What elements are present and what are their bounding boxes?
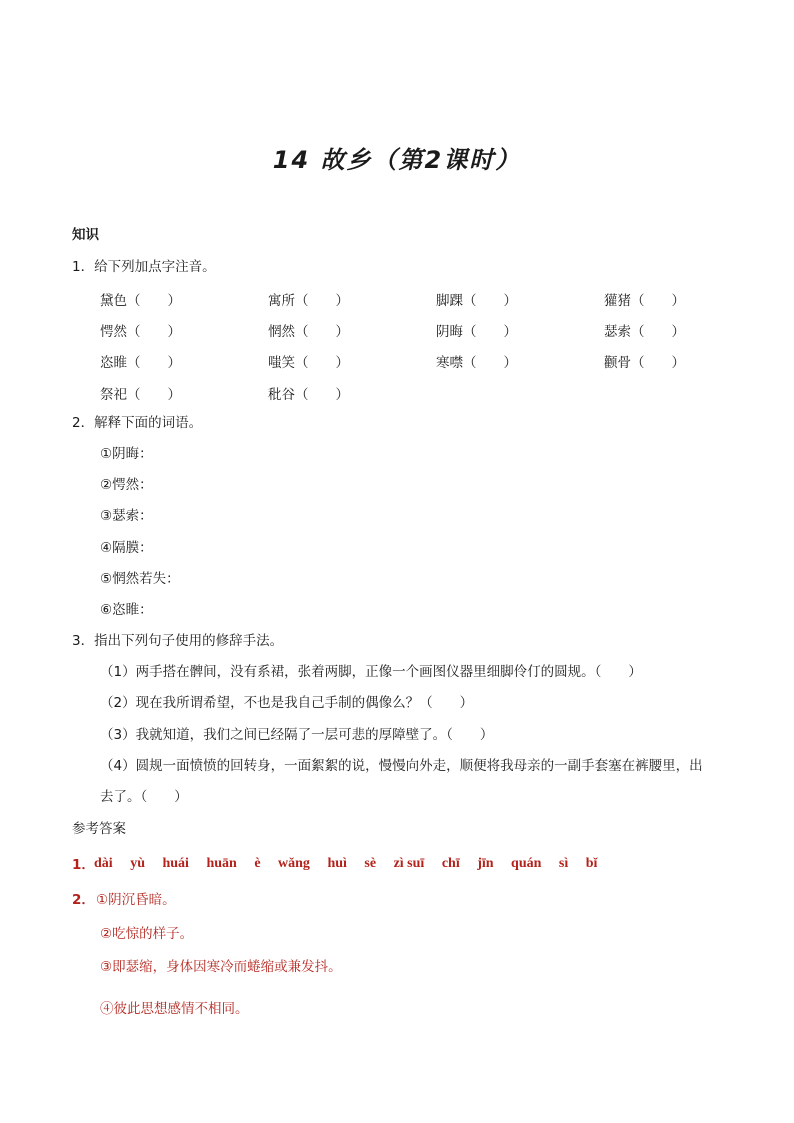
q1-item: 阴晦（ ）: [436, 324, 517, 340]
q1-item: 寒噤（ ）: [436, 355, 517, 371]
pinyin-item: yù: [130, 856, 145, 871]
q2-item: ③瑟索：: [100, 508, 153, 524]
q1-item: 愕然（ ）: [100, 324, 181, 340]
pinyin-item: bǐ: [585, 856, 598, 871]
q1-item: 祭祀（ ）: [100, 387, 181, 403]
q3-item: （4）圆规一面愤愤的回转身，一面絮絮的说，慢慢向外走，顺便将我母亲的一副手套塞在裤腰里，出: [100, 758, 703, 774]
q2-item: ②愕然：: [100, 477, 153, 493]
q2-heading: 2．解释下面的词语。: [72, 415, 203, 431]
q1-item: 秕谷（ ）: [268, 387, 349, 403]
q1-item: 瑟索（ ）: [604, 324, 685, 340]
q3-item: （3）我就知道，我们之间已经隔了一层可悲的厚障壁了。（ ）: [100, 727, 494, 743]
pinyin-item: dài: [94, 856, 113, 871]
answer-2-item: ④彼此思想感情不相同。: [100, 1001, 249, 1017]
q3-item-continued: 去了。（ ）: [100, 789, 188, 805]
q1-item: 恣睢（ ）: [100, 355, 181, 371]
q1-item: 黛色（ ）: [100, 293, 181, 309]
q1-item: 惘然（ ）: [268, 324, 349, 340]
page-title: 14 故乡（第2课时）: [272, 146, 522, 174]
answer-1-label: 1．: [72, 857, 95, 873]
pinyin-item: sì: [558, 856, 569, 871]
pinyin-item: zì suī: [393, 856, 425, 871]
pinyin-item: huái: [162, 856, 189, 871]
q2-item: ④隔膜：: [100, 540, 153, 556]
q2-item: ⑥恣睢：: [100, 602, 153, 618]
q2-item: ①阴晦：: [100, 446, 153, 462]
section-knowledge: 知识: [72, 227, 99, 243]
pinyin-item: jīn: [477, 856, 494, 871]
q1-item: 颧骨（ ）: [604, 355, 685, 371]
q1-item: 脚踝（ ）: [436, 293, 517, 309]
q3-heading: 3．指出下列句子使用的修辞手法。: [72, 633, 284, 649]
pinyin-item: è: [254, 856, 261, 871]
q1-item: 獾猪（ ）: [604, 293, 685, 309]
answer-1-pinyin: [94, 856, 611, 872]
pinyin-item: wǎng: [278, 856, 310, 871]
answer-2-item: ①阴沉昏暗。: [96, 892, 176, 908]
answer-2-label: 2．: [72, 892, 95, 908]
pinyin-item: chī: [441, 856, 460, 871]
pinyin-item: huì: [327, 856, 347, 871]
pinyin-item: quán: [511, 856, 542, 871]
answer-2-item: ③即瑟缩，身体因寒冷而蜷缩或兼发抖。: [100, 959, 342, 975]
q1-heading: 1．给下列加点字注音。: [72, 259, 216, 275]
pinyin-item: sè: [364, 856, 377, 871]
q2-item: ⑤惘然若失：: [100, 571, 180, 587]
answer-2-item: ②吃惊的样子。: [100, 926, 194, 942]
q1-item: 寓所（ ）: [268, 293, 349, 309]
q3-item: （2）现在我所谓希望，不也是我自己手制的偶像么？（ ）: [100, 695, 474, 711]
answers-heading: 参考答案: [72, 821, 126, 837]
pinyin-item: huān: [206, 856, 237, 871]
q1-item: 嗤笑（ ）: [268, 355, 349, 371]
q3-item: （1）两手搭在髀间，没有系裙，张着两脚，正像一个画图仪器里细脚伶仃的圆规。（ ）: [100, 664, 642, 680]
